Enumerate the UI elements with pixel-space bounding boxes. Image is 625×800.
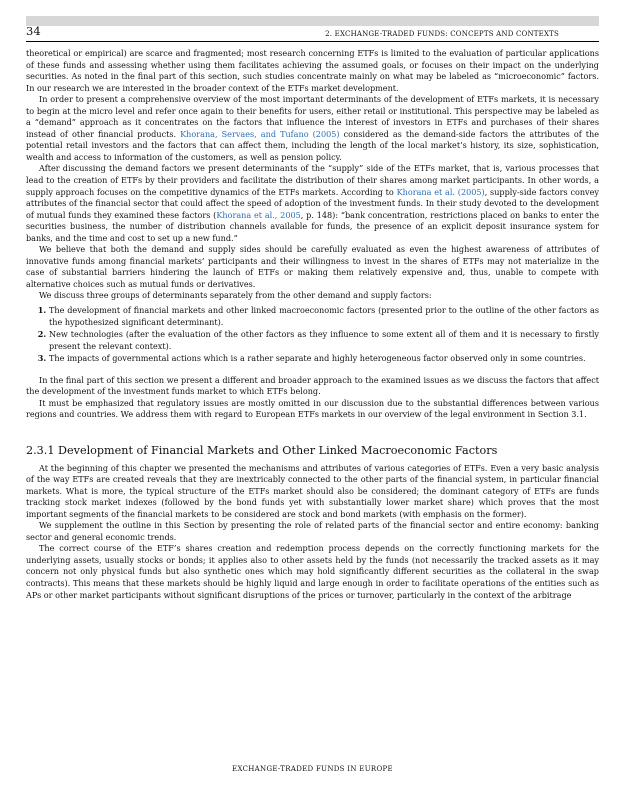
paragraph [26,48,599,94]
section-heading [26,445,599,457]
paragraph-text: We believe that both the demand and supply sides should be carefully evaluated as even the highest awareness of attributes of innovative funds among financial markets’ participants and their willingness to invest in the shares of ETFs may not materialize in the case of substantial barriers hindering the launch of ETFs or making them relatively expensive and, thus, unable to compete with alternative choices such as mutual funds or derivatives. [26,244,599,289]
paragraph [26,163,599,244]
main-text [26,48,599,601]
section-title: Development of Financial Markets and Other Linked Macroeconomic Factors [58,443,498,457]
paragraph-text: At the beginning of this chapter we presented the mechanisms and attributes of various categories of ETFs. Even a very basic analysis of the way ETFs are created reveals that they are inextricably connected to the other parts of the financial system, in particular financial markets. What is more, the typical structure of the ETFs market should also be considered; the dominant category of ETFs are funds tracking stock market indexes (followed by the bond funds yet with substantially lower market share) which proves that the most important segments of the financial markets to be considered are stock and bond markets (with emphasis on the former). [26,462,599,519]
document-page [26,18,599,788]
paragraph [26,244,599,290]
book-title: EXCHANGE-TRADED FUNDS IN EUROPE [232,765,393,773]
paragraph-text: In order to present a comprehensive overview of the most important determinants of the development of ETFs markets, it is necessary to begin at the micro level and refer once again to their benefits for users, either retail or institutional. This perspective may be labeled as a “demand” approach as it concentrates on the factors that influence the interest of investors in ETFs and purchases of their shares instead of other financial products. [26,94,599,139]
paragraph-text: We discuss three groups of determinants separately from the other demand and supply factors: [39,290,432,301]
intro-paragraphs [26,48,599,302]
paragraph-text: We supplement the outline in this Section by presenting the role of related parts of the financial sector and entire economy: banking sector and general economic trends. [26,520,599,542]
paragraph-text: It must be emphasized that regulatory issues are mostly omitted in our discussion due to the substantial differences between various regions and countries. We address them with regard to European ETFs markets in our overview of the legal environment in Section 3.1. [26,397,599,420]
paragraph [26,398,599,421]
running-footer [26,765,599,773]
citation-link[interactable]: Khorana et al. (2005) [396,186,485,197]
list-item: 1. The development of financial markets and other linked macroeconomic factors (presented prior to the outline of the other factors as the hypothesized significant determinant). [49,305,599,328]
running-title: 2. EXCHANGE-TRADED FUNDS: CONCEPTS AND CONTEXTS [325,30,559,38]
list-item: 2. New technologies (after the evaluation of the other factors as they influence to some extent all of them and it is necessary to firstly present the relevant context). [49,329,599,352]
determinants-list [26,305,599,365]
citation-link[interactable]: Khorana et al., 2005 [216,209,301,220]
paragraph [26,543,599,601]
paragraph-text: , p. 148): “bank concentration, restrictions placed on banks to enter the securities business, the number of distribution channels available for funds, the presence of an explicit deposit insurance system for banks, and the time and cost to set up a new fund.” [26,209,599,243]
list-item: 3. The impacts of governmental actions which is a rather separate and highly heterogeneous factor observed only in some countries. [49,353,599,365]
paragraph-text: theoretical or empirical) are scarce and fragmented; most research concerning ETFs is limited to the evaluation of particular applications of these funds and assessing whether using them facilitates achieving the assumed goals, or focuses on their impact on the underlying securities. As noted in the final part of this section, such studies concentrate mainly on what may be labeled as “microeconomic” factors. In our research we are interested in the broader context of the ETFs market development. [26,48,599,93]
paragraph-text: In the final part of this section we present a different and broader approach to the examined issues as we discuss the factors that affect the development of the investment funds market to which ETFs belong. [26,374,599,397]
paragraph [26,94,599,163]
section-paragraphs [26,463,599,602]
section-number: 2.3.1 [26,443,55,457]
paragraph-text: The correct course of the ETF’s shares creation and redemption process depends on the correctly functioning markets for the underlying assets, usually stocks or bonds; it applies also to other assets held by the funds (not necessarily the tracked assets as it may concern not only physical funds but also synthetic ones which may hold significantly different securities as the collateral in the swap contracts). This means that these markets should be highly liquid and large enough in order to facilitate operations of the entities such as APs or other market participants without significant disruptions of the prices or turnover, particularly in the context of the arbitrage [26,543,599,600]
paragraph [26,520,599,543]
paragraph [26,375,599,398]
header-shade-bar [26,16,599,26]
closing-paragraphs [26,375,599,421]
paragraph-text: considered as the demand-side factors the attributes of the potential retail investors and the factors that can affect them, including the length of the local market’s history, its size, sophistication, wealth and access to information of the customers, as well as pension policy. [26,128,599,162]
running-header [26,18,599,42]
paragraph-text: After discussing the demand factors we present determinants of the “supply” side of the ETFs market, that is, various processes that lead to the creation of ETFs by their providers and facilitate the distribution of their shares among market participants. In other words, a supply approach focuses on the competitive dynamics of the ETFs markets. According to [26,163,599,197]
paragraph [26,290,599,302]
paragraph [26,463,599,521]
paragraph-text: , supply-side factors convey attributes of the financial sector that could affect the speed of adoption of the investment funds. In their study devoted to the development of mutual funds they examined these factors ( [26,186,599,220]
page-number: 34 [26,24,41,38]
citation-link[interactable]: Khorana, Servaes, and Tufano (2005) [180,128,340,139]
